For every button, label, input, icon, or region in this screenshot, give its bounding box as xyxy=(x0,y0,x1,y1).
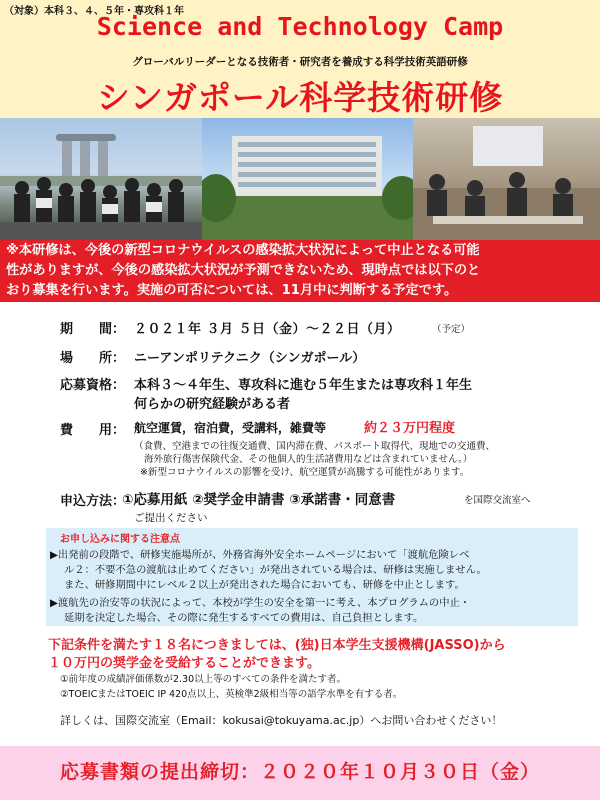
warning-line: ※本研修は、今後の新型コロナウイルスの感染拡大状況によって中止となる可能 xyxy=(6,243,480,258)
target-audience: （対象）本科３、４、５年・専攻科１年 xyxy=(4,6,184,17)
cost-note-3: ※新型コロナウイルスの影響を受け、航空運賃が高騰する可能性があります。 xyxy=(140,467,470,478)
subtitle: グローバルリーダーとなる技術者・研究者を養成する科学技術英語研修 xyxy=(132,56,468,68)
cost-note-1: （食費、空港までの往復交通費、国内滞在費、パスポート取得代、現地での交通費、 xyxy=(134,441,496,452)
cost-note-2: 海外旅行傷害保険代金、その他個人的生活諸費用などは含まれていません。） xyxy=(144,454,473,465)
photo-campus-building xyxy=(202,118,413,240)
contact-text: 詳しくは、国際交流室（Email：kokusai@tokuyama.ac.jp）へお問い合わせください！ xyxy=(60,714,503,727)
photo-row xyxy=(0,118,600,240)
place-value: ニーアンポリテクニク（シンガポール） xyxy=(134,351,366,366)
notice-line: ▶渡航先の治安等の状況によって、本校が学生の安全を第一に考え、本プログラムの中止・ xyxy=(50,597,471,609)
cost-value: 航空運賃，宿泊費，受講料，雑費等 xyxy=(134,421,327,435)
cost-label: 費 用： xyxy=(60,423,126,438)
warning-line: 性がありますが、今後の感染拡大状況が予測できないため、現時点では以下のと xyxy=(6,263,481,278)
period-label: 期 間： xyxy=(60,322,126,337)
place-label: 場 所： xyxy=(60,351,126,366)
notice-line: また、研修期間中にレベル２以上が発出された場合においても、研修を中止とします。 xyxy=(64,579,465,591)
eligibility-line-2: 何らかの研究経験がある者 xyxy=(134,397,291,412)
notice-line: ▶出発前の段階で、研修実施場所が、外務省海外安全ホームページにおいて「渡航危険レベ xyxy=(50,549,470,561)
scholarship-condition-2: ②TOEICまたはTOEIC IP 420点以上、英検準2級相当等の語学水準を有する者。 xyxy=(60,689,403,700)
apply-line-2: ご提出ください xyxy=(134,512,208,524)
scholarship-line-2: １０万円の奨学金を受給することができます。 xyxy=(48,656,320,671)
photo-classroom xyxy=(413,118,600,240)
notice-line: 延期を決定した場合、その際に発生するすべての費用は、自己負担とします。 xyxy=(64,612,424,624)
period-value: ２０２１年 ３月 ５日（金）～２２日（月） xyxy=(134,322,401,337)
photo-group-students xyxy=(0,118,202,240)
warning-line: おり募集を行います。実施の可否については、11月中に判断する予定です。 xyxy=(6,283,458,298)
notice-line: ル２：不要不急の渡航は止めてください」が発出されている場合は、研修は実施しません。 xyxy=(64,564,487,576)
apply-label: 申込方法： xyxy=(60,494,126,509)
scholarship-condition-1: ①前年度の成績評価係数が2.30以上等のすべての条件を満たす者。 xyxy=(60,674,346,685)
eligibility-label: 応募資格： xyxy=(60,378,126,393)
deadline-text: 応募書類の提出締切：２０２０年１０月３０日（金） xyxy=(59,761,540,783)
cost-amount: 約２３万円程度 xyxy=(364,421,456,436)
warning-banner xyxy=(0,240,600,302)
apply-value: ①応募用紙 ②奨学金申請書 ③承諾書・同意書 xyxy=(122,492,396,508)
title-english: Science and Technology Camp xyxy=(96,12,504,41)
period-note: （予定） xyxy=(432,324,471,335)
title-japanese: シンガポール科学技術研修 xyxy=(96,78,504,117)
eligibility-line-1: 本科３～４年生、専攻科に進む５年生または専攻科１年生 xyxy=(134,378,473,393)
notice-title: お申し込みに関する注意点 xyxy=(60,534,180,545)
apply-tail: を国際交流室へ xyxy=(464,495,531,506)
scholarship-line-1: 下記条件を満たす１８名につきましては、(独)日本学生支援機構(JASSO)から xyxy=(48,638,506,653)
